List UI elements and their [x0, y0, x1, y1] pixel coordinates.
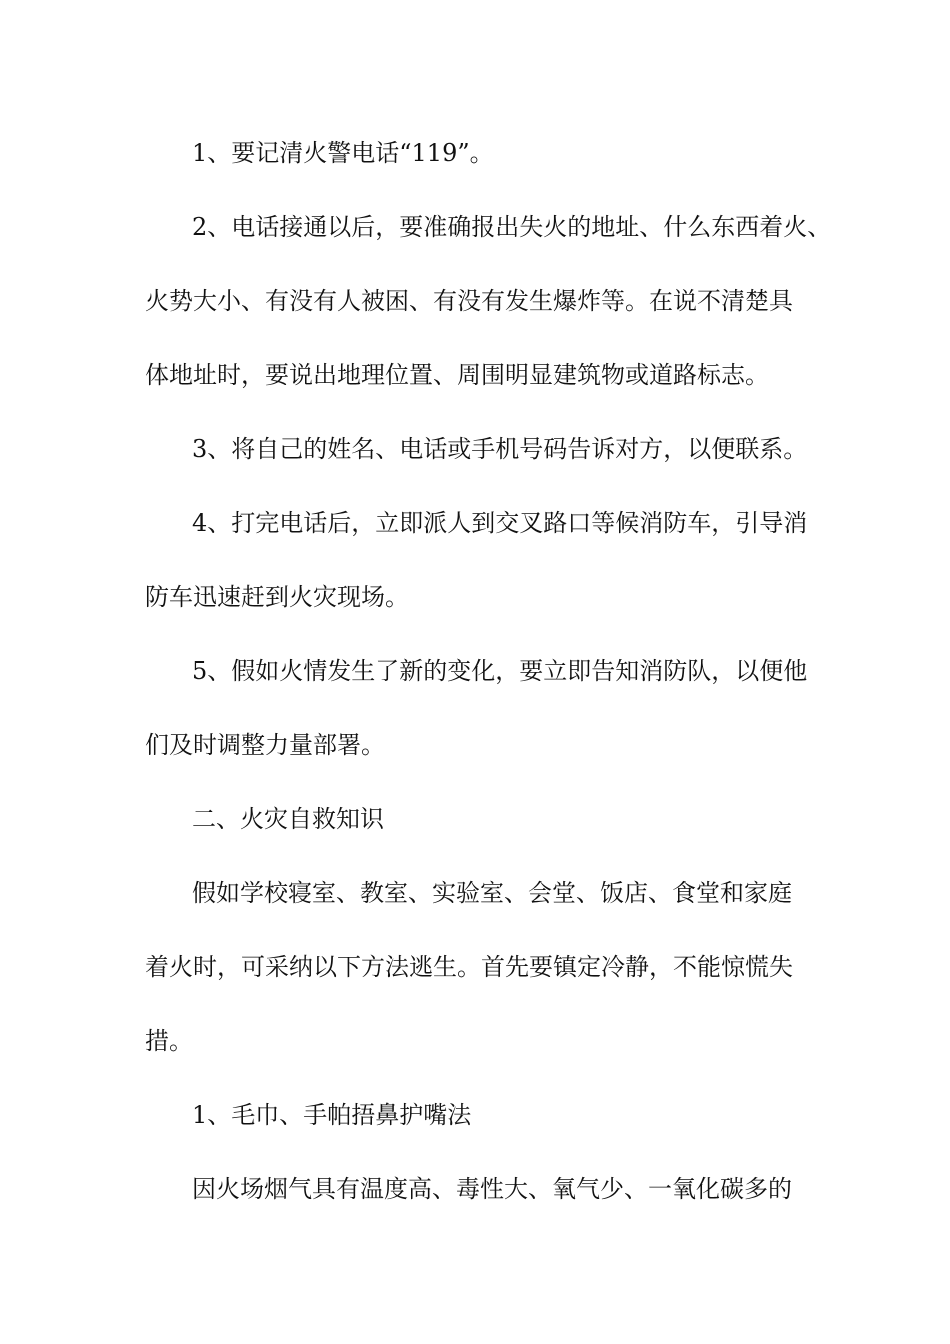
paragraph-line: 体地址时，要说出地理位置、周围明显建筑物或道路标志。 [145, 361, 769, 389]
paragraph-line: 2、电话接通以后，要准确报出失火的地址、什么东西着火、 [192, 213, 832, 241]
section-heading: 二、火灾自救知识 [192, 805, 384, 833]
subsection-heading: 1、毛巾、手帕捂鼻护嘴法 [192, 1101, 472, 1129]
paragraph-line: 火势大小、有没有人被困、有没有发生爆炸等。在说不清楚具 [145, 287, 793, 315]
paragraph-line: 着火时，可采纳以下方法逃生。首先要镇定冷静，不能惊慌失 [145, 953, 793, 981]
paragraph-line: 3、将自己的姓名、电话或手机号码告诉对方，以便联系。 [192, 435, 808, 463]
paragraph-line: 1、要记清火警电话“119”。 [192, 139, 494, 167]
paragraph-line: 5、假如火情发生了新的变化，要立即告知消防队，以便他 [192, 657, 808, 685]
paragraph-line: 假如学校寝室、教室、实验室、会堂、饭店、食堂和家庭 [192, 879, 792, 907]
paragraph-line: 们及时调整力量部署。 [145, 731, 385, 759]
paragraph-line: 4、打完电话后，立即派人到交叉路口等候消防车，引导消 [192, 509, 808, 537]
paragraph-line: 因火场烟气具有温度高、毒性大、氧气少、一氧化碳多的 [192, 1175, 792, 1203]
paragraph-line: 措。 [145, 1027, 193, 1055]
paragraph-line: 防车迅速赶到火灾现场。 [145, 583, 409, 611]
